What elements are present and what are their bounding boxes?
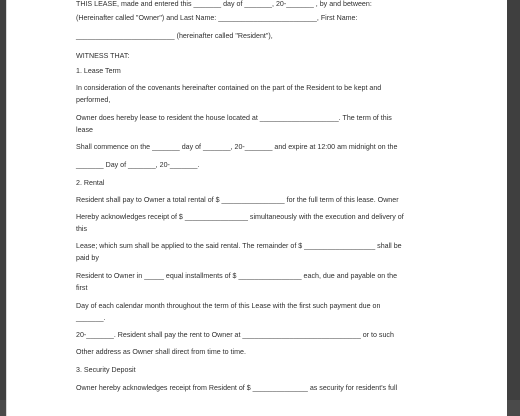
rental-paragraph-line: Other address as Owner shall direct from time to time.	[76, 348, 246, 356]
rental-paragraph-line: 20-_______. Resident shall pay the rent to Owner at ______________________________ or to such	[76, 331, 394, 339]
rental-paragraph-line: first	[76, 284, 88, 292]
section-heading-security-deposit: 3. Security Deposit	[76, 366, 136, 374]
rental-paragraph-line: this	[76, 225, 88, 233]
rental-paragraph-line: Day of each calendar month throughout the term of this Lease with the first such payment due on	[76, 302, 381, 310]
security-deposit-paragraph-line: Owner hereby acknowledges receipt from Resident of $ ______________ as security for resident's full	[76, 384, 398, 392]
rental-paragraph-line: Lease; which sum shall be applied to the said rental. The remainder of $ __________________ shall be	[76, 242, 402, 250]
lease-term-paragraph-line: performed,	[76, 96, 111, 104]
witness-heading: WITNESS THAT:	[76, 52, 130, 60]
section-heading-lease-term: 1. Lease Term	[76, 67, 121, 75]
section-heading-rental: 2. Rental	[76, 179, 105, 187]
lease-term-paragraph-line: In consideration of the covenants hereinafter contained on the part of the Resident to be kept and	[76, 84, 382, 92]
owner-name-line: (Hereinafter called "Owner") and Last Name: _________________________, First Name:	[76, 14, 358, 22]
rental-paragraph-line: Resident shall pay to Owner a total rental of $ ________________ for the full term of this lease. Owner	[76, 196, 399, 204]
lease-term-paragraph-line: lease	[76, 126, 93, 134]
lease-document-page	[6, 0, 507, 416]
opening-line: THIS LEASE, made and entered this _______ day of _______, 20-_______ , by and between:	[76, 0, 372, 8]
rental-paragraph-line: paid by	[76, 254, 99, 262]
rental-paragraph-line: _______.	[76, 314, 106, 322]
resident-name-line: _________________________ (hereinafter called "Resident"),	[76, 32, 273, 40]
lease-term-paragraph-line: _______ Day of _______, 20-_______.	[76, 161, 200, 169]
lease-term-paragraph-line: Owner does hereby lease to resident the house located at ____________________. The term of this	[76, 114, 392, 122]
rental-paragraph-line: Hereby acknowledges receipt of $ ________________ simultaneously with the execution and delivery of	[76, 213, 404, 221]
rental-paragraph-line: Resident to Owner in _____ equal installments of $ ________________ each, due and payable on the	[76, 272, 398, 280]
lease-term-paragraph-line: Shall commence on the _______ day of _______, 20-_______ and expire at 12:00 am midnight on the	[76, 143, 398, 151]
